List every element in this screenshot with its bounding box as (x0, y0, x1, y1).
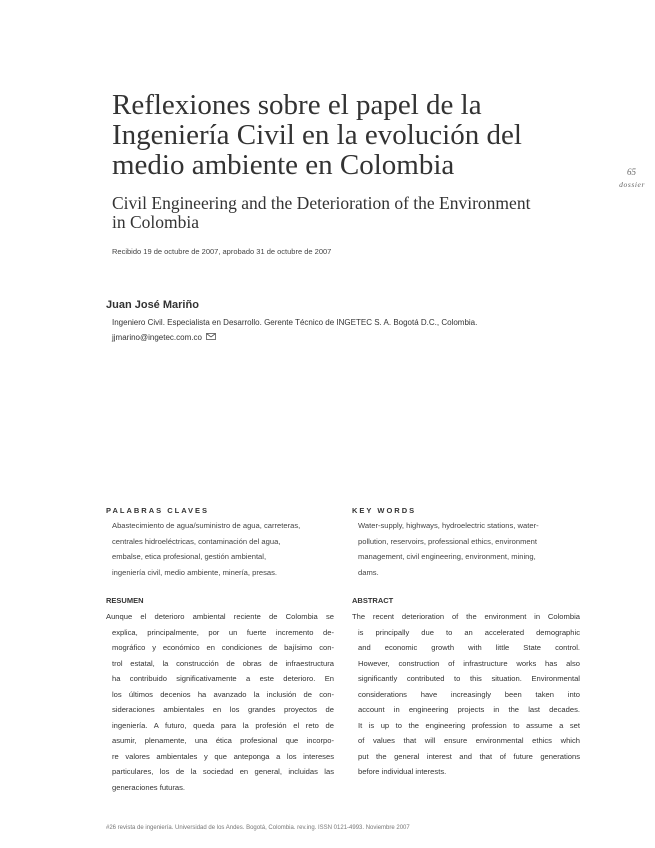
abstract-line: account in engineering projects in the last decades. (358, 705, 580, 714)
resumen-line: trol estatal, la construcción de obras de infraestructura (112, 658, 334, 668)
abstract-body (352, 609, 580, 780)
abstract-heading: ABSTRACT (352, 596, 394, 605)
resumen-line: particulares, los de la sociedad en general, incluidas las (112, 767, 334, 776)
resumen-line: ha contribuido significativamente a este deterioro. En (112, 674, 334, 683)
abstract-line: and economic growth with little State control. (358, 643, 580, 652)
resumen-heading: RESUMEN (106, 596, 144, 605)
page-footer: #26 revista de ingeniería. Universidad de los Andes. Bogotá, Colombia. rev.ing. ISSN 0121-4993. Noviembre 2007 (106, 825, 410, 831)
section-label: dossier (619, 180, 645, 189)
abstract-line: It is up to the engineering profession to assume a set (358, 720, 580, 730)
subtitle-line: Civil Engineering and the Deterioration of the Environment (112, 193, 531, 213)
keywords-en-heading: KEY WORDS (352, 506, 417, 515)
keywords-es-line: centrales hidroeléctricas, contaminación del agua, (112, 536, 281, 546)
abstract-line: However, construction of infrastructure works has also (358, 658, 580, 668)
received-date: Recibido 19 de octubre de 2007, aprobado 31 de octubre de 2007 (112, 247, 332, 256)
abstract-line: The recent deterioration of the environment in Colombia (352, 612, 580, 621)
article-title-spanish (112, 90, 582, 180)
abstract-line: of values that will ensure environmental ethics which (358, 736, 580, 745)
resumen-line: los últimos decenios ha avanzado la inclusión de con- (112, 689, 334, 699)
author-email-row (112, 333, 216, 342)
keywords-en-line: dams. (358, 567, 379, 577)
author-name: Juan José Mariño (106, 299, 199, 311)
resumen-line: sideraciones ambientales en los grandes proyectos de (112, 705, 334, 714)
author-affiliation: Ingeniero Civil. Especialista en Desarrollo. Gerente Técnico de INGETEC S. A. Bogotá D.C., Colombia. (112, 318, 478, 327)
keywords-es-line: embalse, etica profesional, gestión ambiental, (112, 552, 267, 561)
abstract-line: put the general interest and that of future generations (358, 751, 580, 761)
keywords-es-text (112, 518, 300, 580)
keywords-en-text (358, 518, 539, 580)
resumen-line: explica, principalmente, por un fuerte incremento de- (112, 627, 334, 637)
author-email[interactable]: jjmarino@ingetec.com.co (112, 333, 202, 342)
envelope-icon[interactable] (206, 333, 216, 342)
keywords-es-heading: PALABRAS CLAVES (106, 506, 210, 515)
resumen-line: ingeniería. A futuro, queda para la profesión el reto de (112, 720, 334, 730)
abstract-line: is principally due to an accelerated demographic (358, 627, 580, 637)
abstract-line: significantly contributed to this situation. Environmental (358, 674, 580, 683)
resumen-body (106, 609, 334, 795)
resumen-line: mográfico y económico en condiciones de bajísimo con- (112, 643, 334, 652)
keywords-es-line: ingeniería civil, medio ambiente, minería, presas. (112, 567, 278, 577)
subtitle-line: in Colombia (112, 212, 200, 232)
keywords-en-line: pollution, reservoirs, professional ethics, environment (358, 536, 537, 546)
title-line: medio ambiente en Colombia (112, 149, 455, 181)
resumen-line: asumir, plenamente, una ética profesional que incorpo- (112, 736, 334, 745)
title-line: Reflexiones sobre el papel de la (112, 89, 482, 121)
article-title-english (112, 194, 587, 232)
title-line: Ingeniería Civil en la evolución del (112, 119, 522, 151)
abstract-line: before individual interests. (358, 767, 447, 776)
abstract-line: considerations have increasingly been taken into (358, 689, 580, 699)
resumen-line: generaciones futuras. (112, 782, 186, 792)
keywords-es-line: Abastecimiento de agua/suministro de agua, carreteras, (112, 521, 301, 530)
keywords-en-line: management, civil engineering, environment, mining, (358, 552, 536, 561)
resumen-line: Aunque el deterioro ambiental reciente de Colombia se (106, 612, 334, 621)
page-number: 65 (627, 167, 636, 177)
keywords-en-line: Water-supply, highways, hydroelectric stations, water- (358, 521, 539, 530)
resumen-line: re valores ambientales y que anteponga a los intereses (112, 751, 334, 761)
